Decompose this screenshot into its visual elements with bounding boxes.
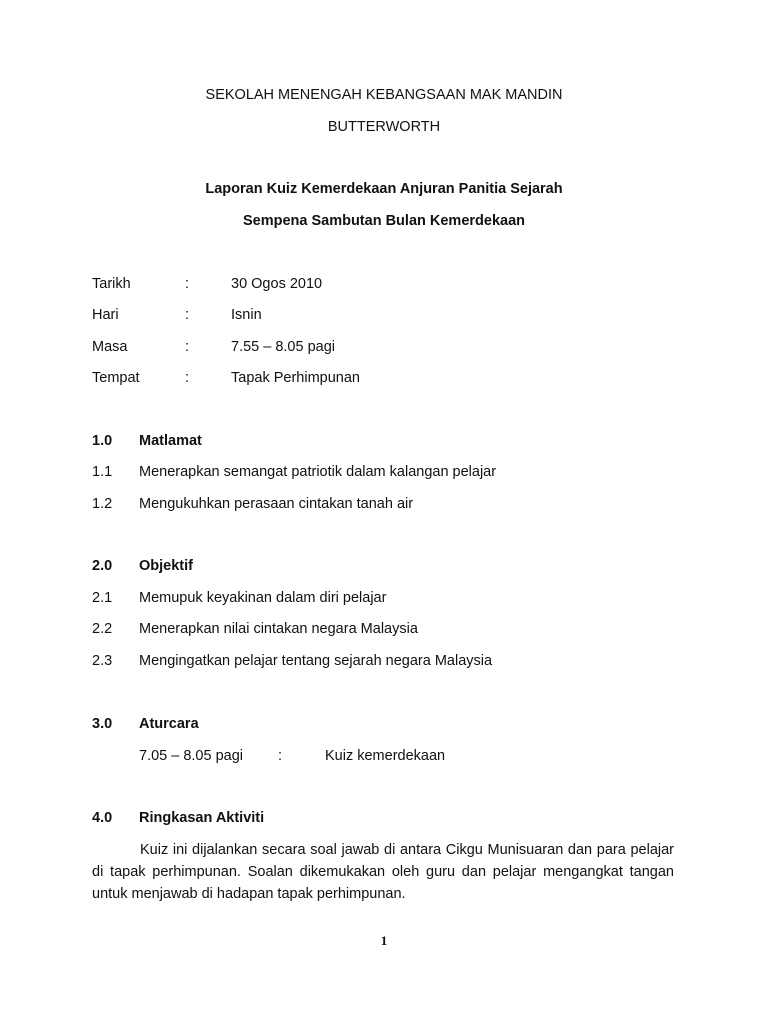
item-number: 1.1 <box>92 464 113 480</box>
detail-value: Tapak Perhimpunan <box>231 370 360 386</box>
detail-label: Masa <box>92 339 128 355</box>
school-town: BUTTERWORTH <box>327 119 441 135</box>
detail-separator: : <box>185 370 190 386</box>
item-number: 2.2 <box>92 621 113 637</box>
report-title: Laporan Kuiz Kemerdekaan Anjuran Panitia Sejarah <box>205 181 563 197</box>
schedule-activity: Kuiz kemerdekaan <box>325 748 446 764</box>
section-number: 4.0 <box>92 810 113 826</box>
section-heading: Objektif <box>139 558 193 574</box>
detail-label: Tarikh <box>92 276 131 292</box>
detail-value: 7.55 – 8.05 pagi <box>231 339 336 355</box>
item-text: Mengingatkan pelajar tentang sejarah negara Malaysia <box>139 653 493 669</box>
detail-separator: : <box>185 307 190 323</box>
detail-value: 30 Ogos 2010 <box>231 276 323 292</box>
detail-value: Isnin <box>231 307 262 323</box>
section-number: 2.0 <box>92 558 113 574</box>
detail-separator: : <box>185 276 190 292</box>
section-heading: Aturcara <box>139 716 199 732</box>
item-number: 2.1 <box>92 590 113 606</box>
item-text: Menerapkan nilai cintakan negara Malaysia <box>139 621 418 637</box>
detail-label: Hari <box>92 307 119 323</box>
item-text: Memupuk keyakinan dalam diri pelajar <box>139 590 387 606</box>
section-heading: Ringkasan Aktiviti <box>139 810 265 826</box>
section-number: 3.0 <box>92 716 113 732</box>
schedule-time: 7.05 – 8.05 pagi <box>139 748 244 764</box>
page-number: 1 <box>380 933 388 948</box>
detail-separator: : <box>185 339 190 355</box>
item-text: Mengukuhkan perasaan cintakan tanah air <box>139 496 414 512</box>
report-subtitle: Sempena Sambutan Bulan Kemerdekaan <box>242 213 526 229</box>
item-number: 2.3 <box>92 653 113 669</box>
schedule-separator: : <box>278 748 283 764</box>
section-heading: Matlamat <box>139 433 202 449</box>
detail-label: Tempat <box>92 370 140 386</box>
school-name: SEKOLAH MENENGAH KEBANGSAAN MAK MANDIN <box>205 87 563 103</box>
section-number: 1.0 <box>92 433 113 449</box>
item-number: 1.2 <box>92 496 113 512</box>
item-text: Menerapkan semangat patriotik dalam kalangan pelajar <box>139 464 497 480</box>
activity-summary-paragraph: Kuiz ini dijalankan secara soal jawab di antara Cikgu Munisuaran dan para pelajar di tapak perhimpunan. Soalan dikemukakan oleh guru dan pelajar mengangkat tangan untuk menjawab di hadapan tapak perhimpunan. <box>92 842 674 902</box>
